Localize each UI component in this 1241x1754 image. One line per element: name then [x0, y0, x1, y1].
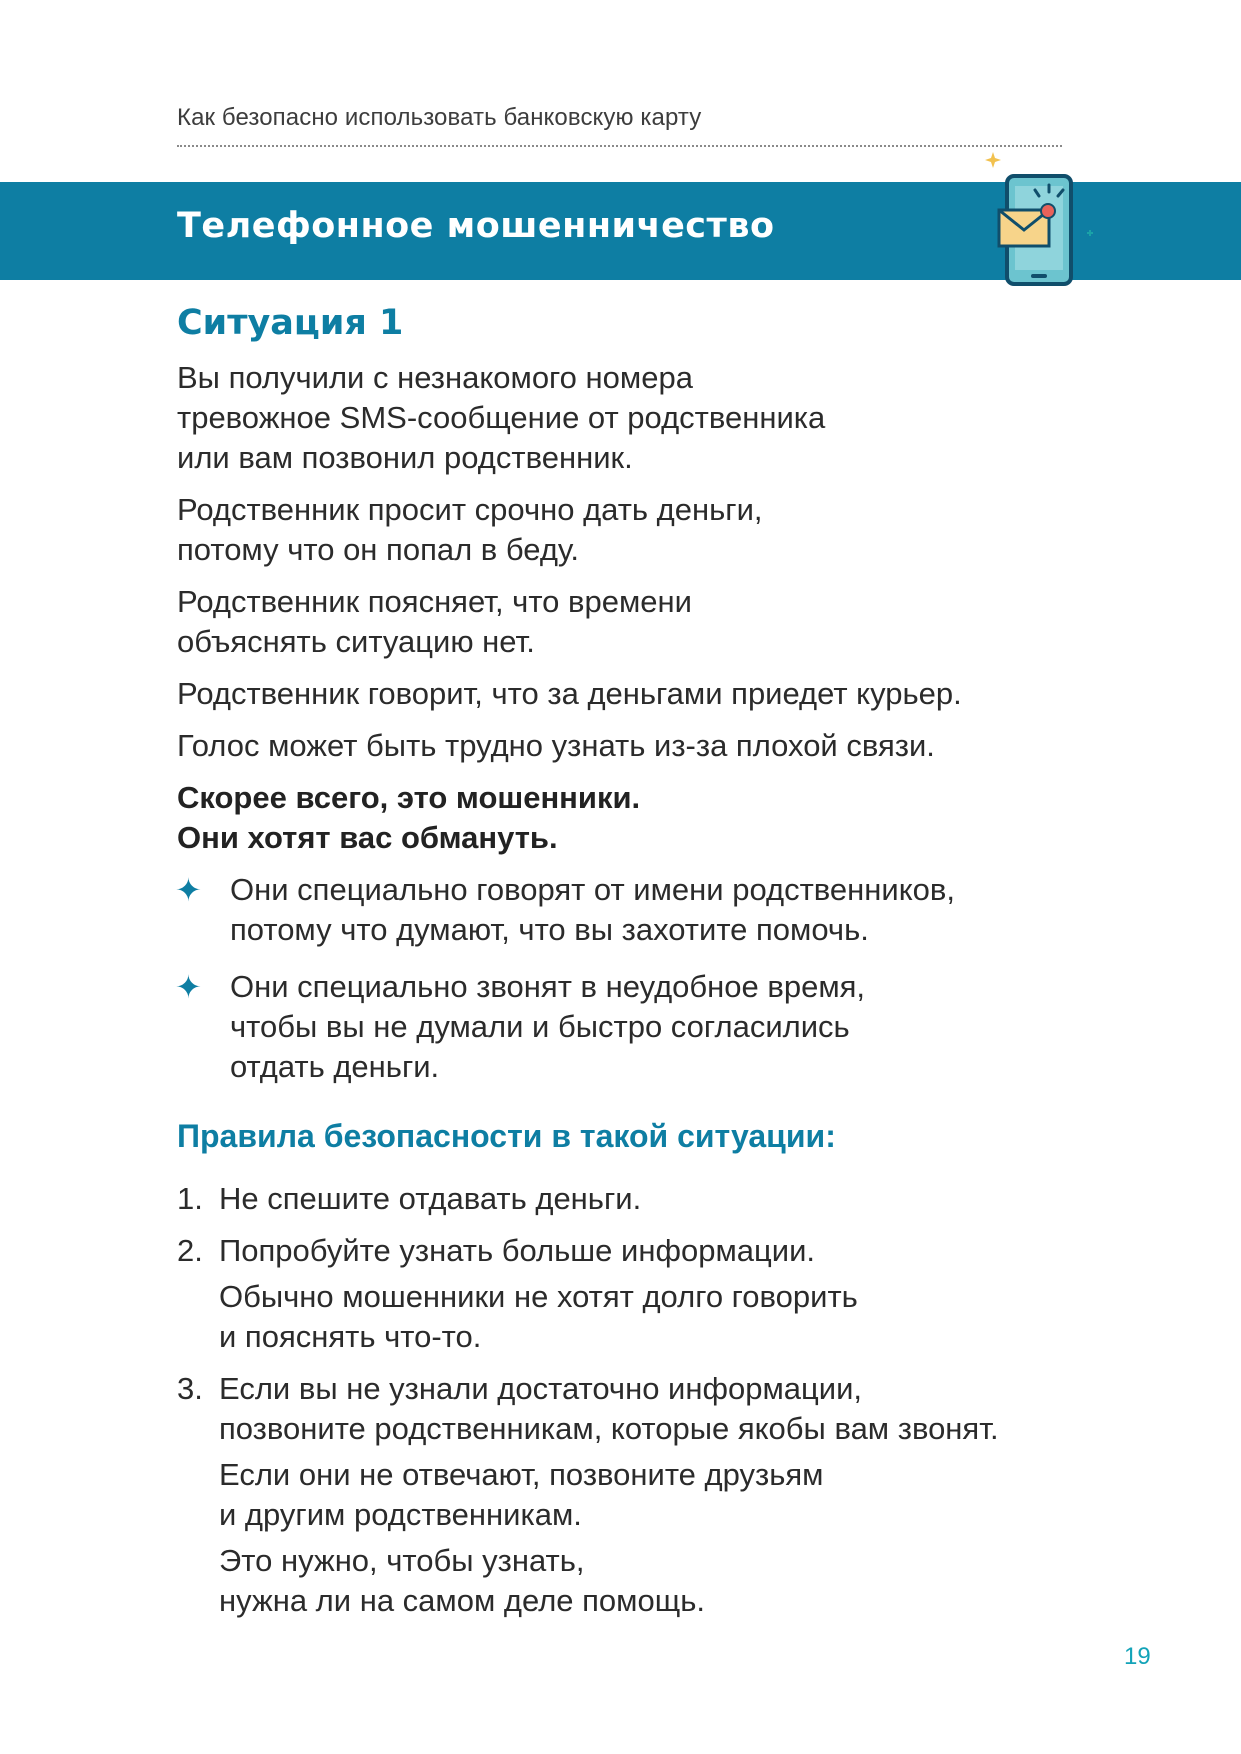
situation-paragraph: Голос может быть трудно узнать из-за плохой связи. — [177, 728, 935, 763]
situation-paragraph: Родственник просит срочно дать деньги, потому что он попал в беду. — [177, 492, 763, 567]
bullet-list — [177, 870, 1077, 1087]
rules-list — [177, 1179, 1077, 1621]
rule-item — [177, 1369, 1077, 1621]
page-number: 19 — [1124, 1643, 1151, 1670]
sparkle-icon — [985, 152, 1001, 168]
situation-paragraph: Родственник говорит, что за деньгами приедет курьер. — [177, 676, 962, 711]
rule-number: 3. — [177, 1371, 203, 1406]
running-header: Как безопасно использовать банковскую карту — [177, 104, 702, 131]
rule-text: Если вы не узнали достаточно информации, позвоните родственникам, которые якобы вам звонят. — [219, 1371, 999, 1446]
phone-message-icon — [985, 148, 1095, 293]
rule-subtext: Это нужно, чтобы узнать, нужна ли на самом деле помощь. — [219, 1543, 705, 1618]
bullet-item — [177, 967, 1077, 1087]
rule-text: Попробуйте узнать больше информации. — [219, 1233, 815, 1268]
main-content — [177, 300, 1077, 1633]
section-title: Ситуация 1 — [177, 303, 404, 343]
star-bullet-icon: ✦ — [175, 872, 202, 908]
rule-item — [177, 1231, 1077, 1357]
rules-title: Правила безопасности в такой ситуации: — [177, 1118, 836, 1154]
rule-item — [177, 1179, 1077, 1219]
rule-subtext: Обычно мошенники не хотят долго говорить и пояснять что-то. — [219, 1279, 858, 1354]
rule-number: 2. — [177, 1233, 203, 1268]
bullet-text: Они специально говорят от имени родственников, потому что думают, что вы захотите помочь. — [230, 872, 955, 947]
rule-number: 1. — [177, 1181, 203, 1216]
bullet-text: Они специально звонят в неудобное время, чтобы вы не думали и быстро согласились отдать деньги. — [230, 969, 866, 1084]
situation-paragraph: Родственник поясняет, что времени объяснять ситуацию нет. — [177, 584, 692, 659]
header-divider — [177, 145, 1062, 147]
situation-paragraph: Вы получили с незнакомого номера тревожное SMS-сообщение от родственника или вам позвонил родственник. — [177, 360, 826, 475]
star-bullet-icon: ✦ — [175, 969, 202, 1005]
situation-paragraphs — [177, 358, 1077, 766]
rule-text: Не спешите отдавать деньги. — [219, 1181, 642, 1216]
bullet-item — [177, 870, 1077, 950]
rule-subtext: Если они не отвечают, позвоните друзьям и другим родственникам. — [219, 1457, 824, 1532]
banner-title: Телефонное мошенничество — [177, 206, 775, 246]
warning-text: Скорее всего, это мошенники. Они хотят вас обмануть. — [177, 780, 641, 855]
